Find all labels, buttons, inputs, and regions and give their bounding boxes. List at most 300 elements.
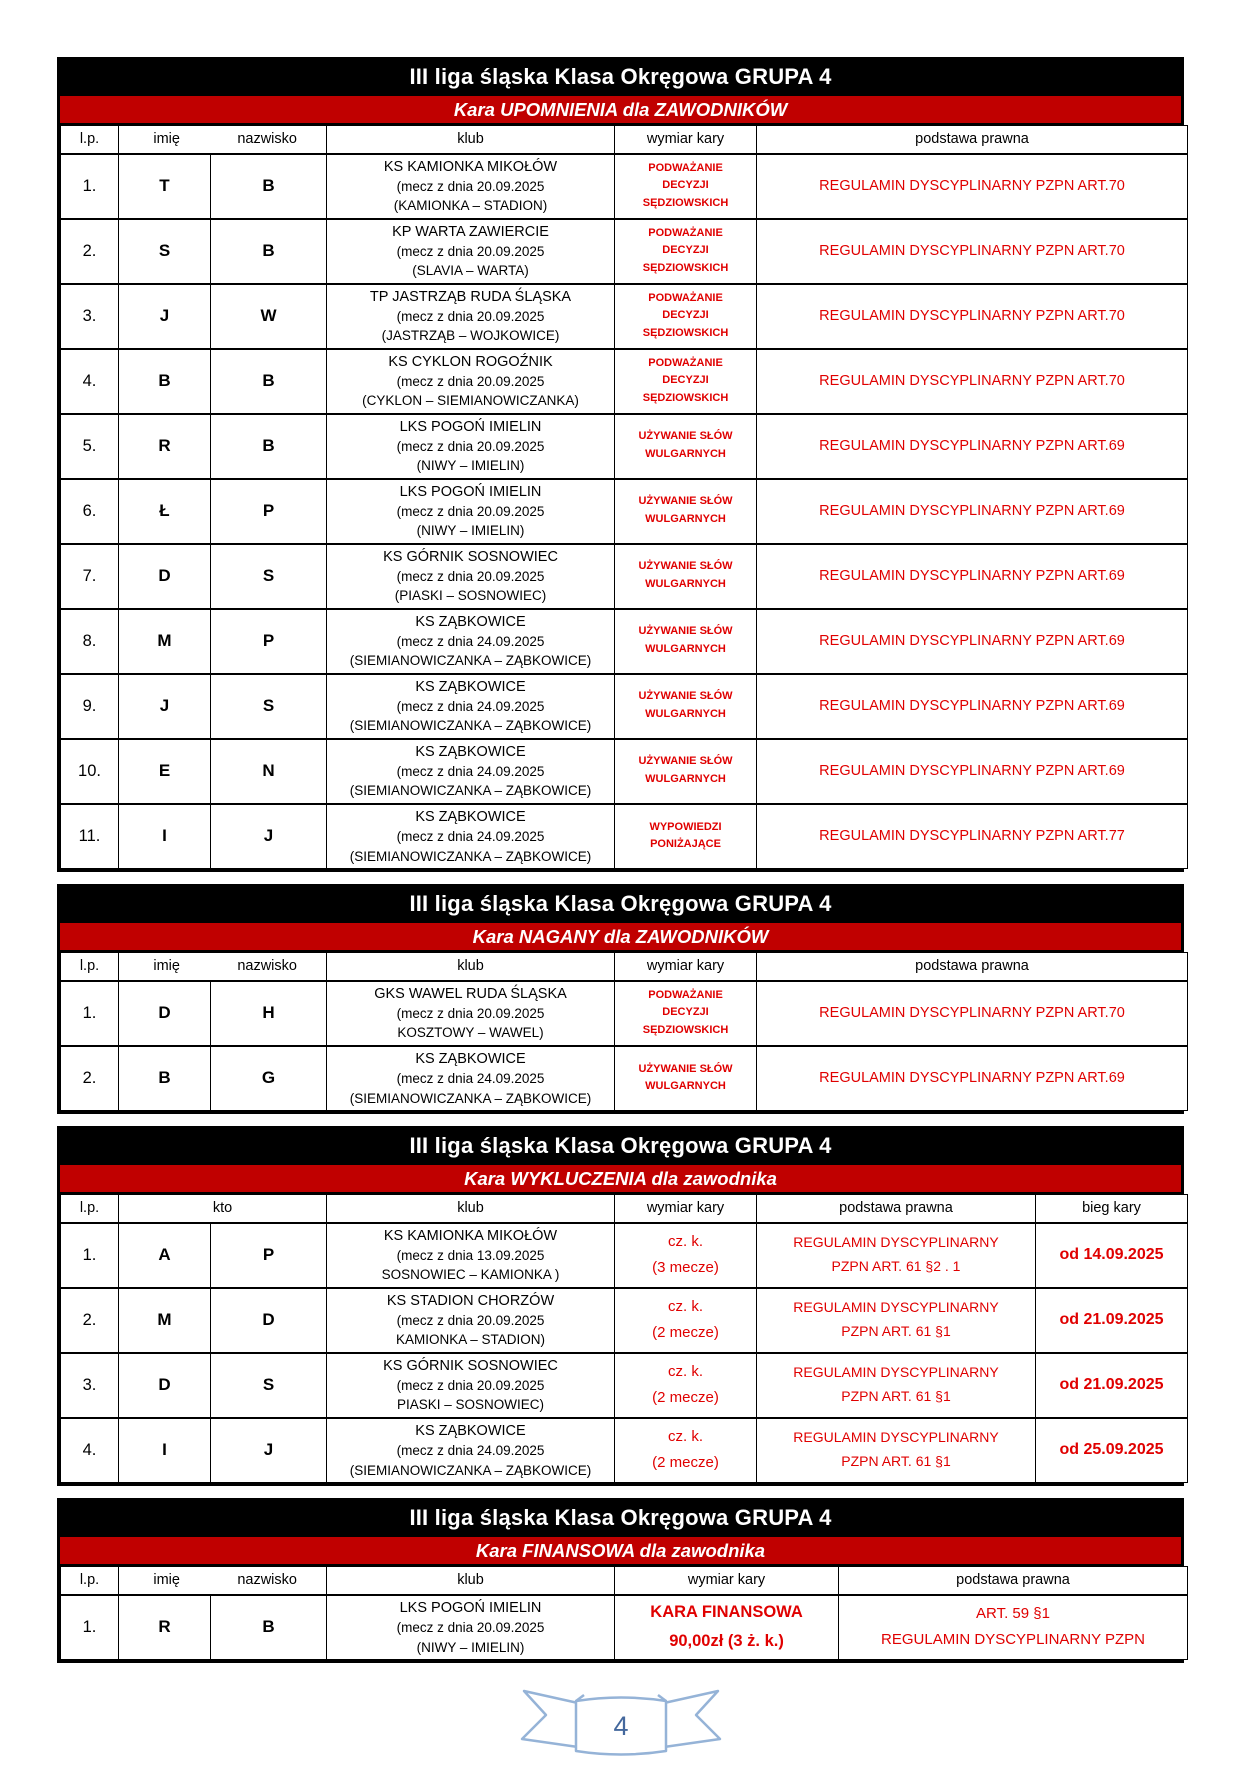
cell-line: PIASKI – SOSNOWIEC) — [396, 1397, 545, 1413]
table-row — [61, 609, 1188, 674]
cell-line: WULGARNYCH — [645, 773, 726, 785]
cell-nazwisko: B — [211, 1595, 327, 1660]
cell-line: DECYZJI — [662, 244, 709, 257]
cell-line: (mecz z dnia 20.09.2025 — [396, 1006, 545, 1022]
cell-wymiar — [615, 1223, 757, 1288]
cell-lp: 2. — [61, 1046, 119, 1111]
table-row — [61, 804, 1188, 869]
cell-lp: 4. — [61, 1418, 119, 1483]
section-subtitle: Kara FINANSOWA dla zawodnika — [475, 1540, 766, 1561]
cell-imie: E — [119, 739, 211, 804]
section-wykluczenia — [57, 1126, 1184, 1486]
cell-podstawa — [757, 1288, 1036, 1353]
column-header: podstawa prawna — [757, 953, 1188, 981]
section-subtitle: Kara WYKLUCZENIA dla zawodnika — [464, 1168, 777, 1189]
cell-line: DECYZJI — [662, 179, 709, 192]
cell-klub — [327, 739, 615, 804]
column-header-label: imię — [153, 1572, 180, 1589]
cell-line: 90,00zł (3 ż. k.) — [669, 1632, 784, 1651]
column-header: podstawa prawna — [757, 126, 1188, 154]
cell-podstawa — [757, 349, 1188, 414]
cell-line: (mecz z dnia 20.09.2025 — [396, 569, 545, 585]
cell-line: KS GÓRNIK SOSNOWIEC — [383, 1357, 558, 1374]
section-title: III liga śląska Klasa Okręgowa GRUPA 4 — [409, 1133, 832, 1158]
cell-line: REGULAMIN DYSCYPLINARNY PZPN ART.70 — [819, 242, 1125, 259]
cell-wymiar — [615, 674, 757, 739]
cell-imie: J — [119, 284, 211, 349]
column-header: l.p. — [61, 126, 119, 154]
cell-line: (mecz z dnia 24.09.2025 — [396, 1071, 545, 1087]
cell-line: (CYKLON – SIEMIANOWICZANKA) — [362, 393, 579, 409]
section-subtitle-band — [60, 1535, 1181, 1566]
table-row — [61, 414, 1188, 479]
cell-line: KAMIONKA – STADION) — [395, 1332, 546, 1348]
column-header-label: nazwisko — [237, 131, 297, 148]
column-header: podstawa prawna — [757, 1195, 1036, 1223]
cell-wymiar — [615, 414, 757, 479]
cell-wymiar — [615, 739, 757, 804]
cell-line: (mecz z dnia 20.09.2025 — [396, 439, 545, 455]
cell-kto1: I — [119, 1418, 211, 1483]
cell-klub — [327, 219, 615, 284]
cell-imie: B — [119, 1046, 211, 1111]
cell-klub — [327, 1288, 615, 1353]
cell-line: (mecz z dnia 20.09.2025 — [396, 179, 545, 195]
cell-line: REGULAMIN DYSCYPLINARNY PZPN ART.69 — [819, 762, 1125, 779]
section-nagany — [57, 884, 1184, 1114]
cell-lp: 11. — [61, 804, 119, 869]
cell-klub — [327, 154, 615, 219]
column-header: wymiar kary — [615, 953, 757, 981]
cell-wymiar — [615, 219, 757, 284]
cell-line: PODWAŻANIE — [648, 161, 723, 174]
cell-imie: S — [119, 219, 211, 284]
cell-line: (mecz z dnia 24.09.2025 — [396, 829, 545, 845]
cell-nazwisko: B — [211, 349, 327, 414]
cell-imie: D — [119, 981, 211, 1046]
cell-line: WYPOWIEDZI — [649, 820, 722, 833]
column-header: klub — [327, 1195, 615, 1223]
penalty-table-wykluczenia — [60, 1194, 1188, 1483]
cell-imie: R — [119, 1595, 211, 1660]
cell-line: REGULAMIN DYSCYPLINARNY PZPN ART.77 — [819, 828, 1125, 845]
cell-line: (SIEMIANOWICZANKA – ZĄBKOWICE) — [349, 653, 592, 669]
page-number-ribbon — [57, 1681, 1184, 1766]
cell-line: REGULAMIN DYSCYPLINARNY PZPN ART.69 — [819, 632, 1125, 649]
cell-wymiar — [615, 544, 757, 609]
cell-wymiar — [615, 609, 757, 674]
cell-lp: 2. — [61, 1288, 119, 1353]
cell-nazwisko: B — [211, 414, 327, 479]
cell-line: (mecz z dnia 24.09.2025 — [396, 764, 545, 780]
cell-line: WULGARNYCH — [645, 578, 726, 590]
cell-line: REGULAMIN DYSCYPLINARNY PZPN ART.69 — [819, 437, 1125, 454]
cell-line: UŻYWANIE SŁÓW — [638, 625, 733, 638]
cell-lp: 10. — [61, 739, 119, 804]
table-row — [61, 1595, 1188, 1660]
cell-lp: 9. — [61, 674, 119, 739]
cell-lp: 4. — [61, 349, 119, 414]
cell-line: cz. k. — [667, 1232, 703, 1250]
column-header: l.p. — [61, 1195, 119, 1223]
cell-line: REGULAMIN DYSCYPLINARNY — [793, 1429, 999, 1446]
cell-line: ART. 59 §1 — [976, 1605, 1050, 1622]
table-row — [61, 1353, 1188, 1418]
cell-klub — [327, 479, 615, 544]
cell-line: SĘDZIOWSKICH — [642, 196, 729, 209]
cell-klub — [327, 1595, 615, 1660]
section-title-band — [60, 887, 1181, 921]
cell-wymiar — [615, 1353, 757, 1418]
column-header-label: nazwisko — [237, 1572, 297, 1589]
cell-nazwisko: H — [211, 981, 327, 1046]
cell-bieg: od 14.09.2025 — [1036, 1223, 1188, 1288]
column-header-label: imię — [153, 131, 180, 148]
cell-line: WULGARNYCH — [645, 448, 726, 460]
column-header: bieg kary — [1036, 1195, 1188, 1223]
table-row — [61, 1223, 1188, 1288]
table-row — [61, 981, 1188, 1046]
cell-nazwisko: P — [211, 479, 327, 544]
cell-podstawa — [757, 609, 1188, 674]
cell-klub — [327, 1353, 615, 1418]
table-row — [61, 154, 1188, 219]
cell-line: KS ZĄBKOWICE — [415, 1422, 526, 1439]
cell-line: KOSZTOWY – WAWEL) — [397, 1025, 544, 1041]
cell-line: (mecz z dnia 20.09.2025 — [396, 309, 545, 325]
cell-line: KS ZĄBKOWICE — [415, 1050, 526, 1067]
cell-line: PODWAŻANIE — [648, 226, 723, 239]
cell-klub — [327, 609, 615, 674]
section-title: III liga śląska Klasa Okręgowa GRUPA 4 — [409, 1505, 832, 1530]
section-title-band — [60, 60, 1181, 94]
column-header: klub — [327, 126, 615, 154]
cell-line: TP JASTRZĄB RUDA ŚLĄSKA — [369, 288, 572, 305]
column-header: podstawa prawna — [839, 1567, 1188, 1595]
cell-klub — [327, 414, 615, 479]
cell-line: (2 mecze) — [652, 1389, 719, 1406]
cell-nazwisko: P — [211, 609, 327, 674]
cell-klub — [327, 544, 615, 609]
cell-wymiar — [615, 1046, 757, 1111]
cell-line: KS ZĄBKOWICE — [415, 613, 526, 630]
cell-podstawa — [757, 1418, 1036, 1483]
header-row — [61, 1567, 1188, 1595]
cell-line: (SIEMIANOWICZANKA – ZĄBKOWICE) — [349, 718, 592, 734]
cell-line: SĘDZIOWSKICH — [642, 1023, 729, 1036]
column-header — [119, 953, 327, 981]
cell-wymiar — [615, 1288, 757, 1353]
cell-line: (SIEMIANOWICZANKA – ZĄBKOWICE) — [349, 848, 592, 864]
cell-line: SĘDZIOWSKICH — [642, 326, 729, 339]
cell-line: cz. k. — [667, 1428, 703, 1445]
cell-line: PONIŻAJĄCE — [650, 838, 721, 851]
cell-nazwisko: S — [211, 544, 327, 609]
cell-line: (mecz z dnia 20.09.2025 — [396, 504, 545, 520]
cell-line: PZPN ART. 61 §1 — [841, 1453, 951, 1470]
cell-line: PZPN ART. 61 §1 — [841, 1323, 951, 1339]
cell-lp: 3. — [61, 284, 119, 349]
cell-line: SĘDZIOWSKICH — [642, 261, 729, 274]
table-row — [61, 1288, 1188, 1353]
column-header: klub — [327, 1567, 615, 1595]
cell-nazwisko: W — [211, 284, 327, 349]
cell-nazwisko: B — [211, 219, 327, 284]
cell-line: REGULAMIN DYSCYPLINARNY PZPN ART.69 — [819, 697, 1125, 714]
cell-imie: R — [119, 414, 211, 479]
cell-kto2: P — [211, 1223, 327, 1288]
cell-line: PZPN ART. 61 §2 . 1 — [831, 1258, 961, 1274]
cell-podstawa — [757, 1046, 1188, 1111]
cell-klub — [327, 349, 615, 414]
cell-line: UŻYWANIE SŁÓW — [638, 1062, 733, 1075]
cell-line: (2 mecze) — [652, 1324, 719, 1341]
cell-line: REGULAMIN DYSCYPLINARNY PZPN ART.69 — [819, 502, 1125, 519]
cell-bieg: od 25.09.2025 — [1036, 1418, 1188, 1483]
cell-line: KS GÓRNIK SOSNOWIEC — [383, 548, 558, 565]
penalty-table-holder — [60, 952, 1181, 1111]
cell-podstawa — [757, 1223, 1036, 1288]
cell-podstawa — [757, 219, 1188, 284]
cell-line: (3 mecze) — [652, 1259, 719, 1276]
page-number: 4 — [612, 1711, 629, 1741]
cell-klub — [327, 1418, 615, 1483]
cell-line: (PIASKI – SOSNOWIEC) — [394, 588, 547, 604]
column-header: l.p. — [61, 1567, 119, 1595]
cell-line: LKS POGOŃ IMIELIN — [399, 483, 542, 500]
column-header: wymiar kary — [615, 126, 757, 154]
table-row — [61, 284, 1188, 349]
cell-imie: J — [119, 674, 211, 739]
column-header: klub — [327, 953, 615, 981]
section-upomnienia — [57, 57, 1184, 872]
cell-imie: T — [119, 154, 211, 219]
cell-podstawa — [757, 479, 1188, 544]
section-title-band — [60, 1501, 1181, 1535]
cell-line: GKS WAWEL RUDA ŚLĄSKA — [374, 985, 567, 1002]
cell-line: UŻYWANIE SŁÓW — [638, 495, 733, 508]
cell-podstawa — [757, 981, 1188, 1046]
cell-lp: 6. — [61, 479, 119, 544]
cell-podstawa — [757, 1353, 1036, 1418]
section-subtitle-band — [60, 921, 1181, 952]
cell-line: (2 mecze) — [652, 1454, 719, 1472]
cell-line: (mecz z dnia 20.09.2025 — [396, 1378, 545, 1394]
ribbon-right-flag — [664, 1691, 720, 1747]
cell-line: KS ZĄBKOWICE — [415, 808, 526, 825]
cell-kto2: J — [211, 1418, 327, 1483]
cell-imie: D — [119, 544, 211, 609]
cell-lp: 3. — [61, 1353, 119, 1418]
cell-lp: 1. — [61, 981, 119, 1046]
cell-line: (SIEMIANOWICZANKA – ZĄBKOWICE) — [349, 783, 592, 799]
cell-wymiar — [615, 349, 757, 414]
ribbon-left-flag — [522, 1691, 578, 1747]
table-row — [61, 739, 1188, 804]
cell-kto2: S — [211, 1353, 327, 1418]
column-header: kto — [119, 1195, 327, 1223]
table-row — [61, 349, 1188, 414]
cell-podstawa — [757, 154, 1188, 219]
cell-line: (NIWY – IMIELIN) — [416, 458, 525, 474]
column-header: l.p. — [61, 953, 119, 981]
column-header-label: nazwisko — [237, 958, 297, 975]
cell-lp: 8. — [61, 609, 119, 674]
cell-kto1: M — [119, 1288, 211, 1353]
cell-line: DECYZJI — [662, 309, 709, 322]
cell-line: KS ZĄBKOWICE — [415, 678, 526, 695]
cell-klub — [327, 1223, 615, 1288]
cell-kto1: D — [119, 1353, 211, 1418]
cell-line: REGULAMIN DYSCYPLINARNY PZPN ART.70 — [819, 1004, 1125, 1021]
cell-nazwisko: N — [211, 739, 327, 804]
cell-nazwisko: J — [211, 804, 327, 869]
cell-line: KARA FINANSOWA — [650, 1602, 803, 1621]
cell-line: UŻYWANIE SŁÓW — [638, 755, 733, 768]
cell-lp: 2. — [61, 219, 119, 284]
cell-line: (mecz z dnia 24.09.2025 — [396, 634, 545, 650]
cell-line: (mecz z dnia 13.09.2025 — [396, 1248, 545, 1264]
cell-line: PODWAŻANIE — [648, 291, 723, 304]
cell-podstawa — [839, 1595, 1188, 1660]
cell-wymiar — [615, 804, 757, 869]
cell-line: UŻYWANIE SŁÓW — [638, 430, 733, 443]
cell-lp: 7. — [61, 544, 119, 609]
cell-line: REGULAMIN DYSCYPLINARNY PZPN ART.69 — [819, 1070, 1125, 1087]
cell-line: REGULAMIN DYSCYPLINARNY — [793, 1234, 999, 1251]
cell-imie: I — [119, 804, 211, 869]
penalty-table-holder — [60, 1566, 1181, 1660]
section-title-band — [60, 1129, 1181, 1163]
cell-line: PODWAŻANIE — [648, 356, 723, 369]
cell-klub — [327, 674, 615, 739]
cell-line: (mecz z dnia 24.09.2025 — [396, 699, 545, 715]
cell-line: (KAMIONKA – STADION) — [393, 198, 548, 214]
cell-line: UŻYWANIE SŁÓW — [638, 560, 733, 573]
penalty-table-holder — [60, 125, 1181, 869]
cell-line: UŻYWANIE SŁÓW — [638, 690, 733, 703]
section-title: III liga śląska Klasa Okręgowa GRUPA 4 — [409, 891, 832, 916]
cell-line: WULGARNYCH — [645, 1080, 726, 1093]
table-row — [61, 544, 1188, 609]
cell-podstawa — [757, 284, 1188, 349]
cell-line: KS STADION CHORZÓW — [386, 1292, 555, 1309]
header-row — [61, 953, 1188, 981]
cell-klub — [327, 1046, 615, 1111]
cell-line: KS KAMIONKA MIKOŁÓW — [383, 1227, 558, 1244]
cell-line: WULGARNYCH — [645, 708, 726, 720]
cell-klub — [327, 284, 615, 349]
column-header — [119, 1567, 327, 1595]
cell-wymiar — [615, 1418, 757, 1483]
cell-line: KS KAMIONKA MIKOŁÓW — [383, 158, 558, 175]
cell-nazwisko: S — [211, 674, 327, 739]
cell-line: PODWAŻANIE — [648, 988, 723, 1001]
cell-line: (mecz z dnia 20.09.2025 — [396, 374, 545, 390]
cell-nazwisko: B — [211, 154, 327, 219]
cell-wymiar — [615, 154, 757, 219]
cell-line: (mecz z dnia 20.09.2025 — [396, 1313, 545, 1329]
cell-podstawa — [757, 674, 1188, 739]
cell-line: (mecz z dnia 20.09.2025 — [396, 1620, 545, 1636]
cell-nazwisko: G — [211, 1046, 327, 1111]
cell-wymiar — [615, 1595, 839, 1660]
cell-wymiar — [615, 284, 757, 349]
cell-line: REGULAMIN DYSCYPLINARNY — [793, 1364, 999, 1381]
cell-lp: 1. — [61, 1223, 119, 1288]
section-subtitle-band — [60, 1163, 1181, 1194]
cell-line: PZPN ART. 61 §1 — [841, 1388, 951, 1404]
table-row — [61, 479, 1188, 544]
header-row — [61, 126, 1188, 154]
section-subtitle-band — [60, 94, 1181, 125]
section-finansowa — [57, 1498, 1184, 1663]
column-header-label: imię — [153, 958, 180, 975]
cell-line: LKS POGOŃ IMIELIN — [399, 418, 542, 435]
cell-podstawa — [757, 739, 1188, 804]
cell-line: REGULAMIN DYSCYPLINARNY PZPN ART.70 — [819, 372, 1125, 389]
cell-podstawa — [757, 544, 1188, 609]
cell-line: KS CYKLON ROGOŹNIK — [388, 353, 553, 370]
cell-line: DECYZJI — [662, 374, 709, 387]
cell-klub — [327, 981, 615, 1046]
cell-line: (mecz z dnia 24.09.2025 — [396, 1443, 545, 1459]
penalty-table-nagany — [60, 952, 1188, 1111]
cell-line: KP WARTA ZAWIERCIE — [392, 223, 549, 240]
cell-line: LKS POGOŃ IMIELIN — [399, 1599, 542, 1616]
cell-line: (mecz z dnia 20.09.2025 — [396, 244, 545, 260]
cell-line: REGULAMIN DYSCYPLINARNY PZPN ART.70 — [819, 177, 1125, 194]
cell-lp: 5. — [61, 414, 119, 479]
cell-line: REGULAMIN DYSCYPLINARNY PZPN ART.69 — [819, 567, 1125, 584]
cell-line: (SIEMIANOWICZANKA – ZĄBKOWICE) — [349, 1090, 592, 1106]
cell-line: WULGARNYCH — [645, 513, 726, 525]
penalty-table-finansowa — [60, 1566, 1188, 1660]
header-row — [61, 1195, 1188, 1223]
section-title: III liga śląska Klasa Okręgowa GRUPA 4 — [409, 64, 832, 89]
cell-line: cz. k. — [667, 1297, 703, 1315]
cell-line: REGULAMIN DYSCYPLINARNY — [793, 1299, 999, 1316]
table-row — [61, 674, 1188, 739]
cell-line: REGULAMIN DYSCYPLINARNY PZPN ART.70 — [819, 307, 1125, 324]
column-header — [119, 126, 327, 154]
cell-kto1: A — [119, 1223, 211, 1288]
cell-wymiar — [615, 479, 757, 544]
cell-line: KS ZĄBKOWICE — [415, 743, 526, 760]
table-row — [61, 219, 1188, 284]
cell-imie: B — [119, 349, 211, 414]
section-subtitle: Kara UPOMNIENIA dla ZAWODNIKÓW — [453, 99, 788, 120]
cell-bieg: od 21.09.2025 — [1036, 1353, 1188, 1418]
section-subtitle: Kara NAGANY dla ZAWODNIKÓW — [472, 926, 769, 947]
cell-line: WULGARNYCH — [645, 643, 726, 655]
cell-line: SĘDZIOWSKICH — [642, 391, 729, 404]
cell-line: (SIEMIANOWICZANKA – ZĄBKOWICE) — [349, 1462, 592, 1478]
table-row — [61, 1046, 1188, 1111]
cell-imie: M — [119, 609, 211, 674]
cell-kto2: D — [211, 1288, 327, 1353]
cell-podstawa — [757, 804, 1188, 869]
cell-lp: 1. — [61, 1595, 119, 1660]
cell-line: REGULAMIN DYSCYPLINARNY PZPN — [881, 1631, 1145, 1649]
cell-lp: 1. — [61, 154, 119, 219]
cell-line: DECYZJI — [662, 1006, 709, 1019]
penalty-table-holder — [60, 1194, 1181, 1483]
cell-line: (SLAVIA – WARTA) — [412, 263, 529, 279]
cell-line: cz. k. — [667, 1362, 703, 1380]
cell-line: SOSNOWIEC – KAMIONKA ) — [381, 1267, 560, 1283]
cell-line: (NIWY – IMIELIN) — [416, 523, 525, 539]
